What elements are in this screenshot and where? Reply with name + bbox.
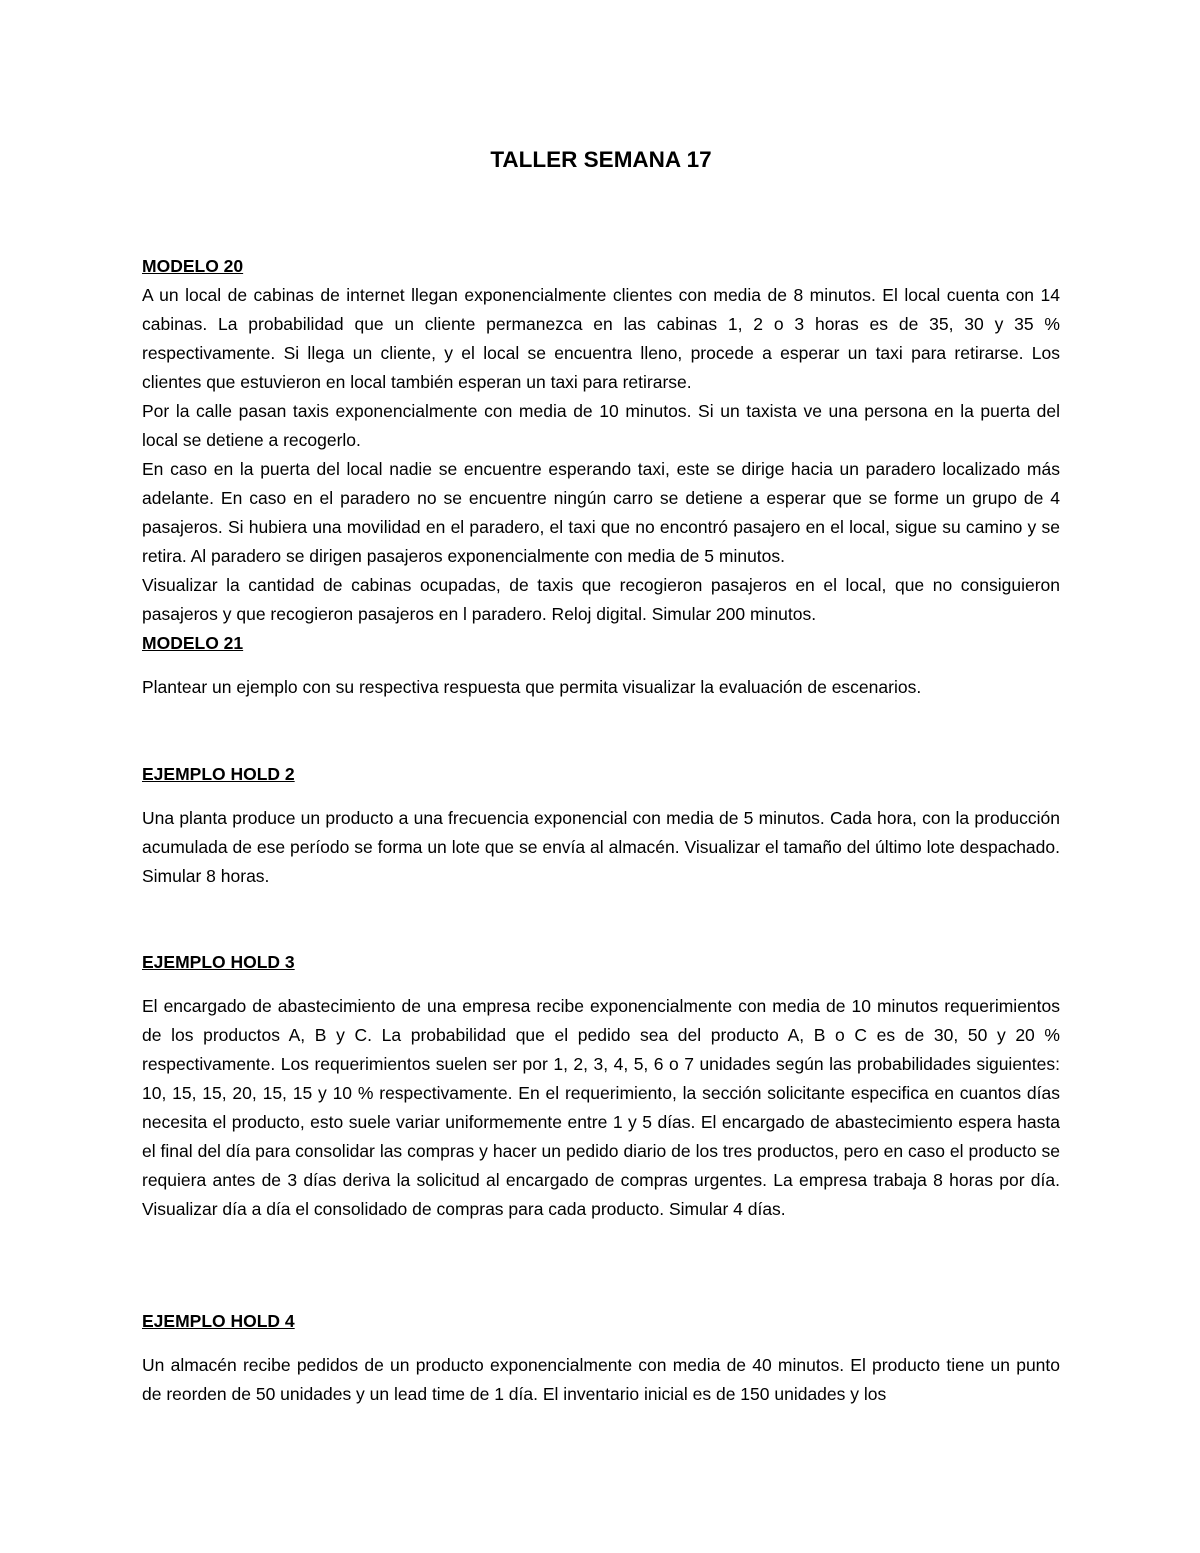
section-paragraph: El encargado de abastecimiento de una empresa recibe exponencialmente con media de 10 minutos requerimientos de los productos A, B y C. La probabilidad que el pedido sea del producto A, B o C es de 30, 50 y 20 % respectivamente. Los requerimientos suelen ser por 1, 2, 3, 4, 5, 6 o 7 unidades según las probabilidades siguientes: 10, 15, 15, 20, 15, 15 y 10 % respectivamente. En el requerimiento, la sección solicitante especifica en cuantos días necesita el producto, esto suele variar uniformemente entre 1 y 5 días. El encargado de abastecimiento espera hasta el final del día para consolidar las compras y hacer un pedido diario de los tres productos, pero en caso el producto se requiera antes de 3 días deriva la solicitud al encargado de compras urgentes. La empresa trabaja 8 horas por día. Visualizar día a día el consolidado de compras para cada producto. Simular 4 días. (142, 996, 1060, 1219)
section-heading: EJEMPLO HOLD 4 (142, 1311, 295, 1331)
section-ejemplo-hold-3 (142, 948, 1060, 1224)
section-ejemplo-hold-4 (142, 1307, 1060, 1409)
section-heading: MODELO 20 (142, 256, 244, 276)
section-heading: EJEMPLO HOLD 2 (142, 764, 295, 784)
section-heading: MODELO 21 (142, 633, 244, 653)
section-modelo-21 (142, 629, 1060, 702)
section-paragraph: Una planta produce un producto a una frecuencia exponencial con media de 5 minutos. Cada hora, con la producción acumulada de ese período se forma un lote que se envía al almacén. Visualizar el tamaño del último lote despachado. Simular 8 horas. (142, 808, 1060, 886)
section-ejemplo-hold-2 (142, 760, 1060, 891)
page-title: TALLER SEMANA 17 (490, 147, 712, 172)
section-modelo-20 (142, 252, 1060, 629)
section-paragraph: Visualizar la cantidad de cabinas ocupadas, de taxis que recogieron pasajeros en el local, que no consiguieron pasajeros y que recogieron pasajeros en l paradero. Reloj digital. Simular 200 minutos. (142, 575, 1060, 624)
section-paragraph: Un almacén recibe pedidos de un producto exponencialmente con media de 40 minutos. El producto tiene un punto de reorden de 50 unidades y un lead time de 1 día. El inventario inicial es de 150 unidades y los (142, 1355, 1060, 1404)
section-paragraph: Plantear un ejemplo con su respectiva respuesta que permita visualizar la evaluación de escenarios. (142, 677, 922, 697)
section-heading: EJEMPLO HOLD 3 (142, 952, 295, 972)
section-paragraph: A un local de cabinas de internet llegan exponencialmente clientes con media de 8 minutos. El local cuenta con 14 cabinas. La probabilidad que un cliente permanezca en las cabinas 1, 2 o 3 horas es de 35, 30 y 35 % respectivamente. Si llega un cliente, y el local se encuentra lleno, procede a esperar un taxi para retirarse. Los clientes que estuvieron en local también esperan un taxi para retirarse. (142, 285, 1060, 392)
section-paragraph: En caso en la puerta del local nadie se encuentre esperando taxi, este se dirige hacia un paradero localizado más adelante. En caso en el paradero no se encuentre ningún carro se detiene a esperar que se forme un grupo de 4 pasajeros. Si hubiera una movilidad en el paradero, el taxi que no encontró pasajero en el local, sigue su camino y se retira. Al paradero se dirigen pasajeros exponencialmente con media de 5 minutos. (142, 459, 1060, 566)
section-paragraph: Por la calle pasan taxis exponencialmente con media de 10 minutos. Si un taxista ve una persona en la puerta del local se detiene a recogerlo. (142, 401, 1060, 450)
